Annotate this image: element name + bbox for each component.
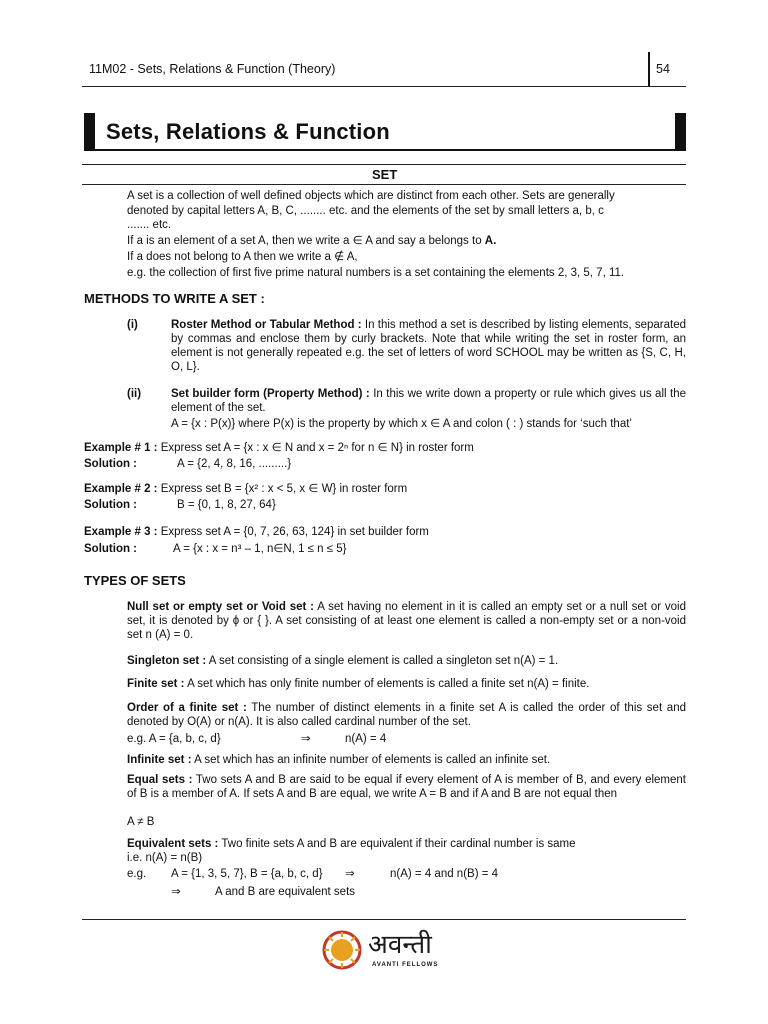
types-heading: TYPES OF SETS	[84, 573, 186, 588]
logo-text: अवन्ती	[368, 930, 432, 960]
example-2-question: Express set B = {x² : x < 5, x ∈ W} in roster form	[157, 483, 408, 495]
method-i-paragraph	[171, 318, 686, 374]
title-bar	[84, 113, 686, 151]
example-1-label: Example # 1 :	[84, 442, 158, 454]
order-implies-arrow: ⇒	[301, 733, 311, 745]
sun-icon	[320, 928, 364, 972]
page-title: Sets, Relations & Function	[106, 119, 390, 144]
null-set-paragraph	[127, 600, 686, 642]
equivalent-result: n(A) = 4 and n(B) = 4	[390, 868, 499, 880]
intro-belongs-set: A.	[484, 235, 497, 247]
header-rule	[82, 86, 686, 87]
null-set-text: A set having no element in it is called an empty set or a null set or void set, it is denoted by ϕ or { }. A set consisting of at least one element is called a non-empty set or a non-void set n (A) = 0.	[127, 601, 686, 641]
method-i-number: (i)	[127, 319, 138, 331]
example-3-solution-label: Solution :	[84, 543, 138, 555]
intro-example: e.g. the collection of first five prime natural numbers is a set containing the elements 2, 3, 5, 7, 11.	[127, 267, 625, 279]
order-set-name: Order of a finite set :	[127, 702, 247, 714]
method-ii-text: In this we write down a property or rule which gives us all the element of the set.	[171, 388, 687, 414]
methods-heading: METHODS TO WRITE A SET :	[84, 291, 265, 306]
intro-belongs	[127, 234, 496, 248]
title-bar-right-block	[675, 113, 686, 151]
order-set-text: The number of distinct elements in a finite set A is called the order of this set and denoted by O(A) or n(A). It is also called cardinal number of the set.	[127, 702, 686, 728]
equivalent-sets-name: Equivalent sets :	[127, 838, 219, 850]
header-course: 11M02 - Sets, Relations & Function (Theory)	[89, 62, 336, 76]
finite-set-name: Finite set :	[127, 678, 185, 690]
equivalent-sets-example: A = {1, 3, 5, 7}, B = {a, b, c, d}	[171, 868, 323, 880]
example-2	[84, 482, 407, 496]
sun-disc	[331, 939, 353, 961]
intro-line-3: ....... etc.	[127, 219, 172, 231]
equal-sets-not-equal: A ≠ B	[127, 816, 155, 828]
infinite-set	[127, 753, 550, 767]
equal-sets-text: Two sets A and B are said to be equal if every element of A is member of B, and every element of B is a member of A. If sets A and B are equal, we write A = B and if A and B are not equal then	[127, 774, 686, 800]
example-3-label: Example # 3 :	[84, 526, 158, 538]
avanti-logo	[320, 928, 450, 972]
page-number: 54	[656, 62, 670, 76]
equivalent-implies-arrow-2: ⇒	[171, 886, 181, 898]
example-1-solution-label: Solution :	[84, 458, 138, 470]
example-1	[84, 441, 474, 455]
intro-not-belongs: If a does not belong to A then we write a ∉ A,	[127, 251, 358, 263]
finite-set-text: A set which has only finite number of elements is called a finite set n(A) = finite.	[184, 678, 590, 690]
example-3-solution: A = {x : x = n³ – 1, n∈N, 1 ≤ n ≤ 5}	[173, 543, 347, 555]
singleton-set	[127, 654, 558, 668]
equivalent-eg: e.g.	[127, 868, 147, 880]
method-i-name: Roster Method or Tabular Method :	[171, 319, 362, 331]
singleton-set-text: A set consisting of a single element is called a singleton set n(A) = 1.	[206, 655, 559, 667]
example-2-solution: B = {0, 1, 8, 27, 64}	[177, 499, 276, 511]
example-2-solution-label: Solution :	[84, 499, 138, 511]
header-divider	[648, 52, 650, 86]
equivalent-conclusion: A and B are equivalent sets	[215, 886, 356, 898]
method-ii-paragraph	[171, 387, 686, 415]
set-heading: SET	[372, 167, 398, 182]
equal-sets-name: Equal sets :	[127, 774, 193, 786]
intro-line-2: denoted by capital letters A, B, C, ........ etc. and the elements of the set by small letters a, b, c	[127, 205, 604, 217]
order-result: n(A) = 4	[345, 733, 387, 745]
equivalent-sets	[127, 837, 576, 851]
method-i-text: In this method a set is described by listing elements, separated by commas and enclose them by curly brackets. Note that while writing the set in roster form, an element is not generally repeated e.g. the set of letters of word SCHOOL may be written as {S, C, H, O, L}.	[171, 319, 687, 373]
method-ii-name: Set builder form (Property Method) :	[171, 388, 370, 400]
infinite-set-name: Infinite set :	[127, 754, 192, 766]
intro-line-1: A set is a collection of well defined objects which are distinct from each other. Sets are generally	[127, 190, 615, 202]
null-set-name: Null set or empty set or Void set :	[127, 601, 314, 613]
equivalent-implies-arrow: ⇒	[345, 868, 355, 880]
equivalent-ie: i.e. n(A) = n(B)	[127, 852, 203, 864]
example-3	[84, 525, 429, 539]
example-1-solution: A = {2, 4, 8, 16, .........}	[177, 458, 292, 470]
infinite-set-text: A set which has an infinite number of elements is called an infinite set.	[191, 754, 551, 766]
set-rule-bottom	[82, 184, 686, 185]
singleton-set-name: Singleton set :	[127, 655, 207, 667]
example-1-question: Express set A = {x : x ∈ N and x = 2ⁿ for n ∈ N} in roster form	[157, 442, 474, 454]
example-2-label: Example # 2 :	[84, 483, 158, 495]
footer-rule	[82, 919, 686, 920]
set-rule-top	[82, 164, 686, 165]
order-example: e.g. A = {a, b, c, d}	[127, 733, 221, 745]
order-set-paragraph	[127, 701, 686, 729]
title-bar-left-block	[84, 113, 95, 151]
title-bar-underline	[84, 149, 686, 151]
equivalent-sets-text: Two finite sets A and B are equivalent if their cardinal number is same	[218, 838, 576, 850]
logo-subtext: AVANTI FELLOWS	[372, 962, 439, 968]
equal-sets-paragraph	[127, 773, 686, 801]
method-ii-formula: A = {x : P(x)} where P(x) is the property by which x ∈ A and colon ( : ) stands for ‘such that’	[171, 418, 632, 430]
method-ii-number: (ii)	[127, 388, 142, 400]
finite-set	[127, 677, 589, 691]
example-3-question: Express set A = {0, 7, 26, 63, 124} in set builder form	[157, 526, 429, 538]
intro-belongs-text: If a is an element of a set A, then we write a ∈ A and say a belongs to	[127, 235, 485, 247]
